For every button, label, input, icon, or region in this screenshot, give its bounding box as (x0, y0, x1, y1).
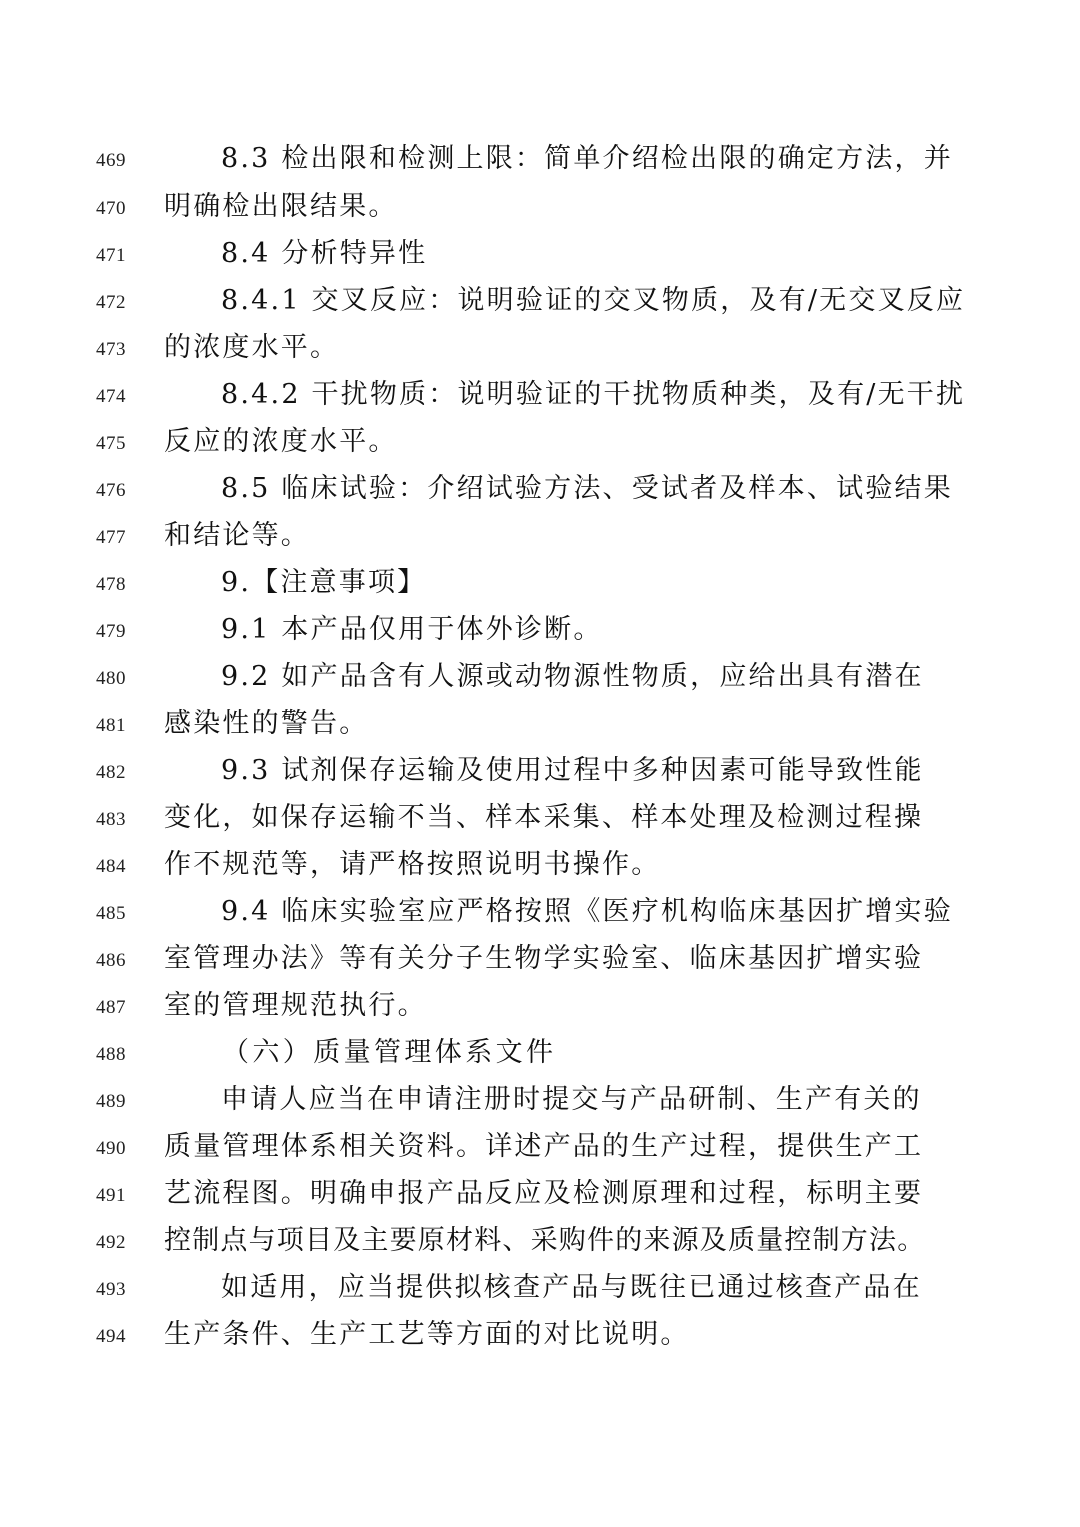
line-text: 变化，如保存运输不当、样本采集、样本处理及检测过程操 (164, 802, 924, 833)
line-475 (0, 427, 1080, 474)
line-472 (0, 286, 1080, 333)
line-text: 室管理办法》等有关分子生物学实验室、临床基因扩增实验 (164, 943, 924, 974)
line-number: 480 (96, 668, 126, 689)
line-477 (0, 521, 1080, 568)
line-text: 室的管理规范执行。 (164, 990, 427, 1021)
line-number: 486 (96, 950, 126, 971)
line-493 (0, 1273, 1080, 1320)
line-number: 493 (96, 1279, 126, 1300)
line-479 (0, 615, 1080, 662)
line-number: 490 (96, 1138, 126, 1159)
line-478 (0, 568, 1080, 615)
line-number: 474 (96, 386, 126, 407)
section-heading: （六）质量管理体系文件 (222, 1037, 557, 1068)
line-text: 9.【注意事项】 (221, 567, 427, 598)
line-number: 488 (96, 1044, 126, 1065)
line-text: 8.5 临床试验：介绍试验方法、受试者及样本、试验结果 (221, 473, 953, 504)
line-number: 473 (96, 339, 126, 360)
line-text: 生产条件、生产工艺等方面的对比说明。 (164, 1319, 690, 1350)
line-number: 489 (96, 1091, 126, 1112)
line-488 (0, 1038, 1080, 1085)
line-number: 491 (96, 1185, 126, 1206)
line-number: 494 (96, 1326, 126, 1347)
line-number: 470 (96, 198, 126, 219)
line-473 (0, 333, 1080, 380)
line-number: 487 (96, 997, 126, 1018)
line-486 (0, 944, 1080, 991)
line-text: 8.4 分析特异性 (221, 238, 428, 269)
line-471 (0, 239, 1080, 286)
line-481 (0, 709, 1080, 756)
line-number: 481 (96, 715, 126, 736)
line-text: 感染性的警告。 (164, 708, 369, 739)
line-text: 如适用，应当提供拟核查产品与既往已通过核查产品在 (221, 1272, 922, 1303)
line-number: 475 (96, 433, 126, 454)
line-number: 479 (96, 621, 126, 642)
line-text: 9.3 试剂保存运输及使用过程中多种因素可能导致性能 (221, 755, 924, 786)
line-number: 469 (96, 150, 126, 171)
line-483 (0, 803, 1080, 850)
line-number: 485 (96, 903, 126, 924)
line-number: 482 (96, 762, 126, 783)
line-text: 的浓度水平。 (164, 332, 340, 363)
line-469 (0, 144, 1080, 191)
line-491 (0, 1179, 1080, 1226)
line-text: 作不规范等，请严格按照说明书操作。 (164, 849, 661, 880)
line-487 (0, 991, 1080, 1038)
line-number: 476 (96, 480, 126, 501)
line-number: 477 (96, 527, 126, 548)
line-number: 492 (96, 1232, 126, 1253)
line-482 (0, 756, 1080, 803)
line-489 (0, 1085, 1080, 1132)
line-text: 控制点与项目及主要原材料、采购件的来源及质量控制方法。 (164, 1225, 926, 1256)
line-text: 质量管理体系相关资料。详述产品的生产过程，提供生产工 (164, 1131, 924, 1162)
line-number: 484 (96, 856, 126, 877)
line-text: 反应的浓度水平。 (164, 426, 398, 457)
line-494 (0, 1320, 1080, 1367)
line-number: 478 (96, 574, 126, 595)
line-number: 472 (96, 292, 126, 313)
line-number: 483 (96, 809, 126, 830)
line-490 (0, 1132, 1080, 1179)
line-470 (0, 192, 1080, 239)
line-number: 471 (96, 245, 126, 266)
line-text: 艺流程图。明确申报产品反应及检测原理和过程，标明主要 (164, 1178, 924, 1209)
line-text: 和结论等。 (164, 520, 310, 551)
line-text: 8.4.1 交叉反应：说明验证的交叉物质，及有/无交叉反应 (221, 285, 966, 316)
line-480 (0, 662, 1080, 709)
line-text: 9.1 本产品仅用于体外诊断。 (221, 614, 603, 645)
line-text: 申请人应当在申请注册时提交与产品研制、生产有关的 (221, 1084, 922, 1115)
line-text: 明确检出限结果。 (164, 191, 398, 222)
line-text: 8.3 检出限和检测上限：简单介绍检出限的确定方法，并 (221, 143, 953, 174)
line-text: 9.2 如产品含有人源或动物源性物质，应给出具有潜在 (221, 661, 924, 692)
line-485 (0, 897, 1080, 944)
line-474 (0, 380, 1080, 427)
line-492 (0, 1226, 1080, 1273)
line-text: 8.4.2 干扰物质：说明验证的干扰物质种类，及有/无干扰 (221, 379, 966, 410)
line-text: 9.4 临床实验室应严格按照《医疗机构临床基因扩增实验 (221, 896, 953, 927)
line-484 (0, 850, 1080, 897)
line-476 (0, 474, 1080, 521)
